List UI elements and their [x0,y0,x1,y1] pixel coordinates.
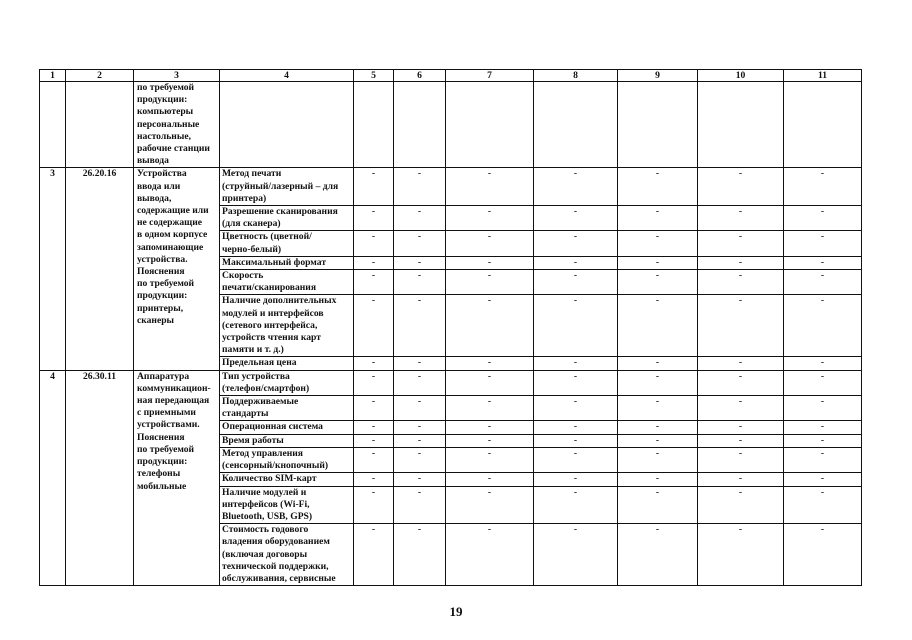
value-cell: - [394,473,446,486]
okpd-code-cell [66,82,134,168]
value-cell [618,82,698,168]
value-cell: - [784,256,862,269]
table-row [40,370,862,395]
value-cell: - [698,295,784,357]
value-cell [394,82,446,168]
parameter-cell: Разрешение сканирования (для сканера) [220,206,354,231]
parameter-cell: Наличие дополнительных модулей и интерфейсов (сетевого интерфейса, устройств чтения карт памяти и т. д.) [220,295,354,357]
value-cell: - [534,486,618,524]
product-description-cell: Аппаратура коммуникацион- ная передающая с приемными устройствами. Пояснения по требуемой продукции: телефоны мобильные [134,370,220,585]
value-cell [446,82,534,168]
value-cell: - [784,434,862,447]
parameter-cell: Максимальный формат [220,256,354,269]
value-cell: - [618,486,698,524]
column-number-cell: 9 [618,70,698,82]
row-number-cell: 4 [40,370,66,585]
value-cell: - [618,434,698,447]
value-cell: - [446,447,534,472]
value-cell: - [618,357,698,370]
value-cell: - [446,421,534,434]
value-cell: - [394,434,446,447]
value-cell: - [394,524,446,586]
value-cell: - [446,256,534,269]
value-cell: - [618,473,698,486]
value-cell: - [698,524,784,586]
value-cell: - [618,168,698,206]
column-number-cell: 8 [534,70,618,82]
table-body [40,70,862,586]
value-cell: - [394,447,446,472]
value-cell [534,82,618,168]
value-cell: - [618,295,698,357]
value-cell: - [534,206,618,231]
value-cell: - [534,295,618,357]
value-cell: - [784,473,862,486]
value-cell: - [354,396,394,421]
column-number-cell: 2 [66,70,134,82]
value-cell: - [534,168,618,206]
parameter-cell: Предельная цена [220,357,354,370]
value-cell: - [394,421,446,434]
parameter-cell: Наличие модулей и интерфейсов (Wi-Fi, Bluetooth, USB, GPS) [220,486,354,524]
parameter-cell: Скорость печати/сканирования [220,270,354,295]
column-number-cell: 7 [446,70,534,82]
value-cell: - [784,231,862,256]
value-cell: - [618,270,698,295]
value-cell: - [784,486,862,524]
value-cell: - [354,231,394,256]
value-cell: - [618,231,698,256]
value-cell: - [784,295,862,357]
column-number-cell: 3 [134,70,220,82]
value-cell: - [394,256,446,269]
value-cell: - [784,270,862,295]
value-cell: - [354,168,394,206]
parameter-cell: Тип устройства (телефон/смартфон) [220,370,354,395]
value-cell: - [784,206,862,231]
value-cell: - [618,524,698,586]
value-cell: - [698,256,784,269]
value-cell: - [354,421,394,434]
value-cell [354,82,394,168]
column-number-cell: 10 [698,70,784,82]
value-cell: - [784,168,862,206]
value-cell: - [618,396,698,421]
parameter-cell: Поддерживаемые стандарты [220,396,354,421]
value-cell: - [618,447,698,472]
value-cell: - [394,231,446,256]
value-cell: - [698,370,784,395]
value-cell: - [354,295,394,357]
value-cell: - [446,524,534,586]
parameter-cell: Метод управления (сенсорный/кнопочный) [220,447,354,472]
value-cell: - [446,486,534,524]
value-cell: - [394,168,446,206]
value-cell: - [698,231,784,256]
value-cell: - [446,270,534,295]
value-cell: - [698,473,784,486]
parameter-cell: Стоимость годового владения оборудованием (включая договоры технической поддержки, обслуживания, сервисные [220,524,354,586]
value-cell: - [446,206,534,231]
value-cell: - [698,206,784,231]
value-cell: - [784,524,862,586]
value-cell: - [784,370,862,395]
table-row [40,168,862,206]
value-cell: - [534,421,618,434]
value-cell: - [784,421,862,434]
parameter-cell: Цветность (цветной/ черно-белый) [220,231,354,256]
value-cell: - [618,256,698,269]
value-cell: - [446,370,534,395]
row-number-cell: 3 [40,168,66,370]
value-cell: - [394,370,446,395]
value-cell: - [394,270,446,295]
value-cell: - [534,447,618,472]
value-cell: - [394,357,446,370]
value-cell: - [354,524,394,586]
okpd-code-cell: 26.30.11 [66,370,134,585]
value-cell: - [534,524,618,586]
value-cell [698,82,784,168]
parameter-cell: Операционная система [220,421,354,434]
column-number-row [40,70,862,82]
value-cell: - [354,206,394,231]
value-cell: - [394,396,446,421]
value-cell: - [534,256,618,269]
product-description-cell: по требуемой продукции: компьютеры персональные настольные, рабочие станции вывода [134,82,220,168]
value-cell: - [354,486,394,524]
value-cell: - [354,357,394,370]
value-cell: - [446,231,534,256]
value-cell: - [354,256,394,269]
value-cell: - [446,357,534,370]
value-cell: - [394,206,446,231]
value-cell: - [354,434,394,447]
value-cell: - [698,357,784,370]
value-cell: - [534,396,618,421]
value-cell: - [354,270,394,295]
value-cell: - [446,434,534,447]
okpd-code-cell: 26.20.16 [66,168,134,370]
parameter-cell: Количество SIM-карт [220,473,354,486]
value-cell: - [354,473,394,486]
value-cell: - [446,295,534,357]
page-number: 19 [449,604,463,619]
column-number-cell: 4 [220,70,354,82]
column-number-cell: 11 [784,70,862,82]
value-cell: - [698,270,784,295]
value-cell: - [354,370,394,395]
value-cell: - [394,486,446,524]
continuation-row [40,82,862,168]
value-cell: - [394,295,446,357]
value-cell: - [698,168,784,206]
value-cell: - [534,270,618,295]
row-number-cell [40,82,66,168]
parameter-cell: Время работы [220,434,354,447]
value-cell [784,82,862,168]
value-cell: - [698,396,784,421]
value-cell: - [618,370,698,395]
value-cell: - [698,421,784,434]
value-cell: - [618,421,698,434]
product-description-cell: Устройства ввода или вывода, содержащие или не содержащие в одном корпусе запоминающие устройства. Пояснения по требуемой продукции: принтеры, сканеры [134,168,220,370]
parameter-cell: Метод печати (струйный/лазерный – для принтера) [220,168,354,206]
value-cell: - [698,434,784,447]
value-cell: - [534,357,618,370]
value-cell: - [698,486,784,524]
value-cell: - [618,206,698,231]
value-cell: - [534,473,618,486]
column-number-cell: 5 [354,70,394,82]
value-cell: - [784,447,862,472]
value-cell: - [698,447,784,472]
value-cell: - [534,231,618,256]
column-number-cell: 1 [40,70,66,82]
column-number-cell: 6 [394,70,446,82]
parameter-cell [220,82,354,168]
value-cell: - [354,447,394,472]
value-cell: - [446,473,534,486]
value-cell: - [446,168,534,206]
value-cell: - [784,357,862,370]
value-cell: - [446,396,534,421]
value-cell: - [784,396,862,421]
value-cell: - [534,434,618,447]
value-cell: - [534,370,618,395]
requirements-table [39,69,862,586]
